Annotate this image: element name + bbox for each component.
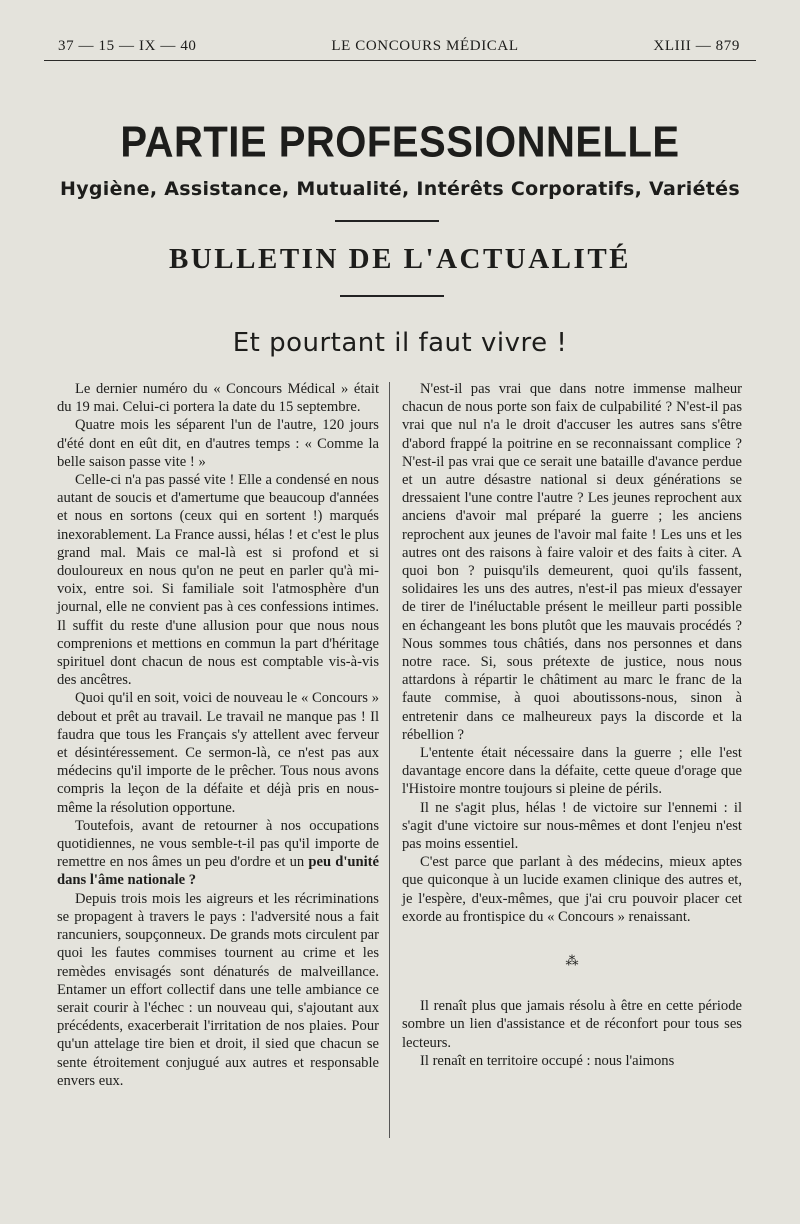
paragraph: Quatre mois les séparent l'un de l'autre, 120 jours d'été dont en eût dit, en d'autres temps : « Comme la belle saison passe vite ! » xyxy=(57,417,379,470)
left-column xyxy=(57,380,379,1090)
paragraph xyxy=(57,817,379,890)
page-number: XLIII — 879 xyxy=(653,38,740,54)
paragraph: C'est parce que parlant à des médecins, mieux aptes que quiconque à un lucide examen clinique des autres et, je l'espère, d'eux-mêmes, que j'ai cru pouvoir placer cet exorde au frontispice du « Concours » renaissant. xyxy=(402,854,742,925)
section-subtitle: Hygiène, Assistance, Mutualité, Intérêts Corporatifs, Variétés xyxy=(60,178,740,200)
divider-rule-1 xyxy=(335,220,439,222)
right-column xyxy=(402,380,742,1070)
paragraph: N'est-il pas vrai que dans notre immense malheur chacun de nous porte son faix de culpabilité ? N'est-il pas vrai que nul n'a le droit d'accuser les autres sans s'être d'abord frappé la poitrine en se reconnaissant complice ? N'est-il pas vrai que ce serait une bataille d'avance perdue et un autre désastre national si deux générations se dressaient l'une contre l'autre ? Les jeunes reprochent aux anciens d'avoir mal préparé la guerre ; les anciens reprochent aux jeunes de l'avoir mal faite ! Les uns et les autres ont des raisons à faire valoir et des faits à citer. A quoi bon ? puisqu'ils demeurent, quoi qu'ils fassent, solidaires les uns des autres, n'est-il pas mieux d'essayer de tirer de l'inéluctable présent le meilleur parti possible en échangeant les bons plutôt que les mauvais procédés ? Nous sommes tous châtiés, dans nos personnes et dans notre race. Si, sous prétexte de justice, nous nous attardons à répartir le châtiment au marc le franc de la faute commise, à quoi aboutissons-nous, sinon à entretenir dans ce malheureux pays la discorde et la rébellion ? xyxy=(402,381,742,743)
divider-rule-2 xyxy=(340,295,444,297)
header-rule xyxy=(44,60,756,61)
paragraph: Il ne s'agit plus, hélas ! de victoire sur l'ennemi : il s'agit d'une victoire sur nous-mêmes et dont l'enjeu n'est pas moins essentiel. xyxy=(402,799,742,853)
paragraph: Il renaît en territoire occupé : nous l'aimons xyxy=(420,1052,675,1069)
paragraph: L'entente était nécessaire dans la guerre ; elle l'est davantage encore dans la défaite, cette queue d'orage que l'Histoire montre toujours si pleine de périls. xyxy=(402,745,742,798)
issue-date: 37 — 15 — IX — 40 xyxy=(58,38,197,54)
section-title: PARTIE PROFESSIONNELLE xyxy=(120,117,680,167)
paragraph: Depuis trois mois les aigreurs et les récriminations se propagent à travers le pays : l'adversité nous a fait rancuniers, soupçonneux. De grands mots circulent par quoi les fautes commises tournent au crime et les remèdes envisagés sont dénaturés de malveillance. Entamer un effort collectif dans une telle ambiance ce serait courir à l'échec : un nouveau qui, s'ajoutant aux précédents, exacerberait l'irritation de nos plaies. Pour qu'un attelage tire bien et droit, il sied que chacun se sente étroitement conjugué aux autres et responsable envers eux. xyxy=(57,890,379,1089)
paragraph-text: Toutefois, avant de retourner à nos occupations quotidiennes, ne vous semble-t-il pas qu'il importe de remettre en nos âmes un peu d'ordre et un xyxy=(57,817,379,871)
article-title: Et pourtant il faut vivre ! xyxy=(232,328,568,358)
asterism-separator: ⁂ xyxy=(565,953,579,969)
paragraph: Quoi qu'il en soit, voici de nouveau le « Concours » debout et prêt au travail. Le travail ne manque pas ! Il faudra que tous les Français s'y attellent avec ferveur et désintéressement. Ce sermon-là, ce n'est pas aux médecins qu'il importe de le prêcher. Tous nous avons compris la leçon de la défaite et déjà pris en nous-même la résolution opportune. xyxy=(57,690,379,816)
paragraph: Celle-ci n'a pas passé vite ! Elle a condensé en nous autant de soucis et d'amertume que beaucoup d'années et nous en sortons (ceux qui en sortent !) marqués inexorablement. La France aussi, hélas ! et c'est le plus grand mal. Mais ce mal-là est si profond et si douloureux en nous qu'on ne peut en parler qu'à mi-voix, entre soi. Si familiale soit l'atmosphère d'un journal, elle ne convient pas à ces confessions intimes. Il suffit du reste d'une allusion pour que nous nous comprenions et mettions en commun la part d'héritage spirituel dont chacun de nous est comptable vis-à-vis des ancêtres. xyxy=(57,472,379,689)
emphasis-text: peu d'unité dans l'âme nationale ? xyxy=(57,854,379,889)
paragraph: Il renaît plus que jamais résolu à être en cette période sombre un lien d'assistance et de réconfort pour tous ses lecteurs. xyxy=(402,998,742,1051)
column-divider xyxy=(389,382,390,1138)
journal-name: LE CONCOURS MÉDICAL xyxy=(331,38,519,54)
paragraph: Le dernier numéro du « Concours Médical » était du 19 mai. Celui-ci portera la date du 15 septembre. xyxy=(57,381,379,416)
bulletin-title: BULLETIN DE L'ACTUALITÉ xyxy=(169,243,631,275)
running-head xyxy=(58,38,740,55)
